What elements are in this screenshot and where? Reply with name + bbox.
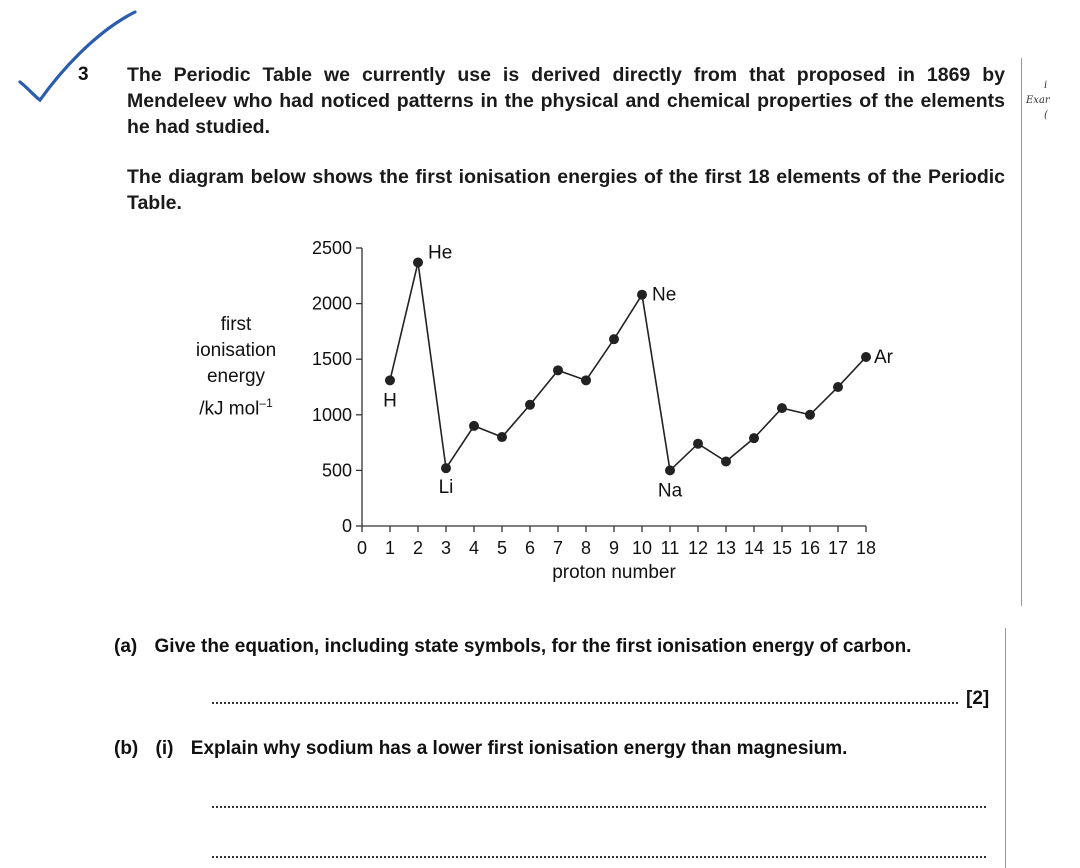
- element-label-ar: Ar: [874, 346, 893, 368]
- part-b-sublabel: (i): [155, 738, 174, 759]
- data-point: [553, 365, 563, 375]
- element-label-h: H: [383, 390, 397, 412]
- x-tick-label: 2: [412, 538, 424, 558]
- series-line: [390, 262, 866, 470]
- x-tick-label: 8: [580, 538, 592, 558]
- ylabel-line-2: ionisation: [195, 340, 277, 361]
- ylabel-unit: /kJ mol: [199, 398, 260, 420]
- x-tick-label: 7: [552, 538, 564, 558]
- data-point: [805, 410, 815, 420]
- x-tick-label: 11: [660, 538, 680, 558]
- ylabel-line-3: energy: [206, 366, 266, 387]
- x-tick-label: 6: [524, 538, 536, 558]
- y-tick-label: 2000: [311, 293, 352, 314]
- part-a-marks: [2]: [966, 688, 990, 709]
- question-number: 3: [78, 64, 89, 85]
- data-point: [693, 439, 703, 449]
- answer-line-a[interactable]: [212, 702, 958, 704]
- data-point: [777, 403, 787, 413]
- x-tick-label: 3: [440, 538, 452, 558]
- x-tick-label: 4: [468, 538, 480, 558]
- data-point: [525, 400, 535, 410]
- data-point: [833, 382, 843, 392]
- y-tick-label: 1500: [311, 349, 352, 370]
- y-tick-label: 500: [321, 460, 352, 481]
- x-tick-label: 14: [743, 538, 765, 558]
- data-point: [441, 463, 451, 473]
- x-tick-label: 0: [356, 538, 368, 558]
- part-b-i: [114, 738, 847, 760]
- ylabel-unit-sup: –1: [259, 396, 273, 410]
- x-tick-label: 13: [715, 538, 737, 558]
- y-tick-label: 0: [341, 516, 352, 536]
- x-tick-label: 12: [687, 538, 709, 558]
- data-point: [609, 334, 619, 344]
- data-point: [749, 433, 759, 443]
- margin-mark-bottom: (: [1044, 110, 1048, 121]
- data-point: [497, 432, 507, 442]
- data-point: [413, 257, 423, 267]
- part-a: [114, 636, 911, 658]
- part-a-label: (a): [114, 636, 138, 657]
- y-tick-label: 2500: [311, 238, 352, 258]
- diagram-intro-paragraph: The diagram below shows the first ionisation energies of the first 18 elements of the Periodic Table.: [127, 166, 1005, 214]
- data-point: [665, 465, 675, 475]
- x-tick-label: 17: [827, 538, 849, 558]
- data-point: [385, 375, 395, 385]
- element-label-ne: Ne: [652, 284, 677, 306]
- data-point: [721, 457, 731, 467]
- element-label-na: Na: [657, 480, 683, 502]
- part-a-text: Give the equation, including state symbols, for the first ionisation energy of carbon.: [154, 636, 912, 657]
- x-tick-label: 9: [608, 538, 620, 558]
- element-label-li: Li: [438, 477, 454, 499]
- data-point: [637, 290, 647, 300]
- margin-line-bottom: [1005, 628, 1006, 868]
- data-point: [861, 352, 871, 362]
- x-tick-label: 10: [631, 538, 653, 558]
- part-b-label: (b): [114, 738, 139, 759]
- x-axis-label: proton number: [552, 562, 676, 583]
- y-tick-label: 1000: [311, 404, 352, 425]
- intro-paragraph: The Periodic Table we currently use is derived directly from that proposed in 1869 by Mendeleev who had noticed patterns in the physical and chemical properties of the elements he had studied.: [127, 64, 1005, 138]
- x-tick-label: 15: [771, 538, 793, 558]
- x-tick-label: 5: [496, 538, 508, 558]
- data-point: [469, 421, 479, 431]
- margin-mark-top: i: [1044, 80, 1048, 91]
- answer-line-b-1[interactable]: [212, 806, 986, 808]
- ylabel-line-1: first: [220, 314, 252, 335]
- data-point: [581, 375, 591, 385]
- element-label-he: He: [428, 242, 453, 264]
- x-tick-label: 1: [384, 538, 396, 558]
- margin-examiner-label: Exar: [1026, 95, 1050, 106]
- answer-line-b-2[interactable]: [212, 856, 986, 858]
- x-tick-label: 18: [855, 538, 877, 558]
- part-b-text: Explain why sodium has a lower first ionisation energy than magnesium.: [190, 738, 848, 759]
- x-tick-label: 16: [799, 538, 821, 558]
